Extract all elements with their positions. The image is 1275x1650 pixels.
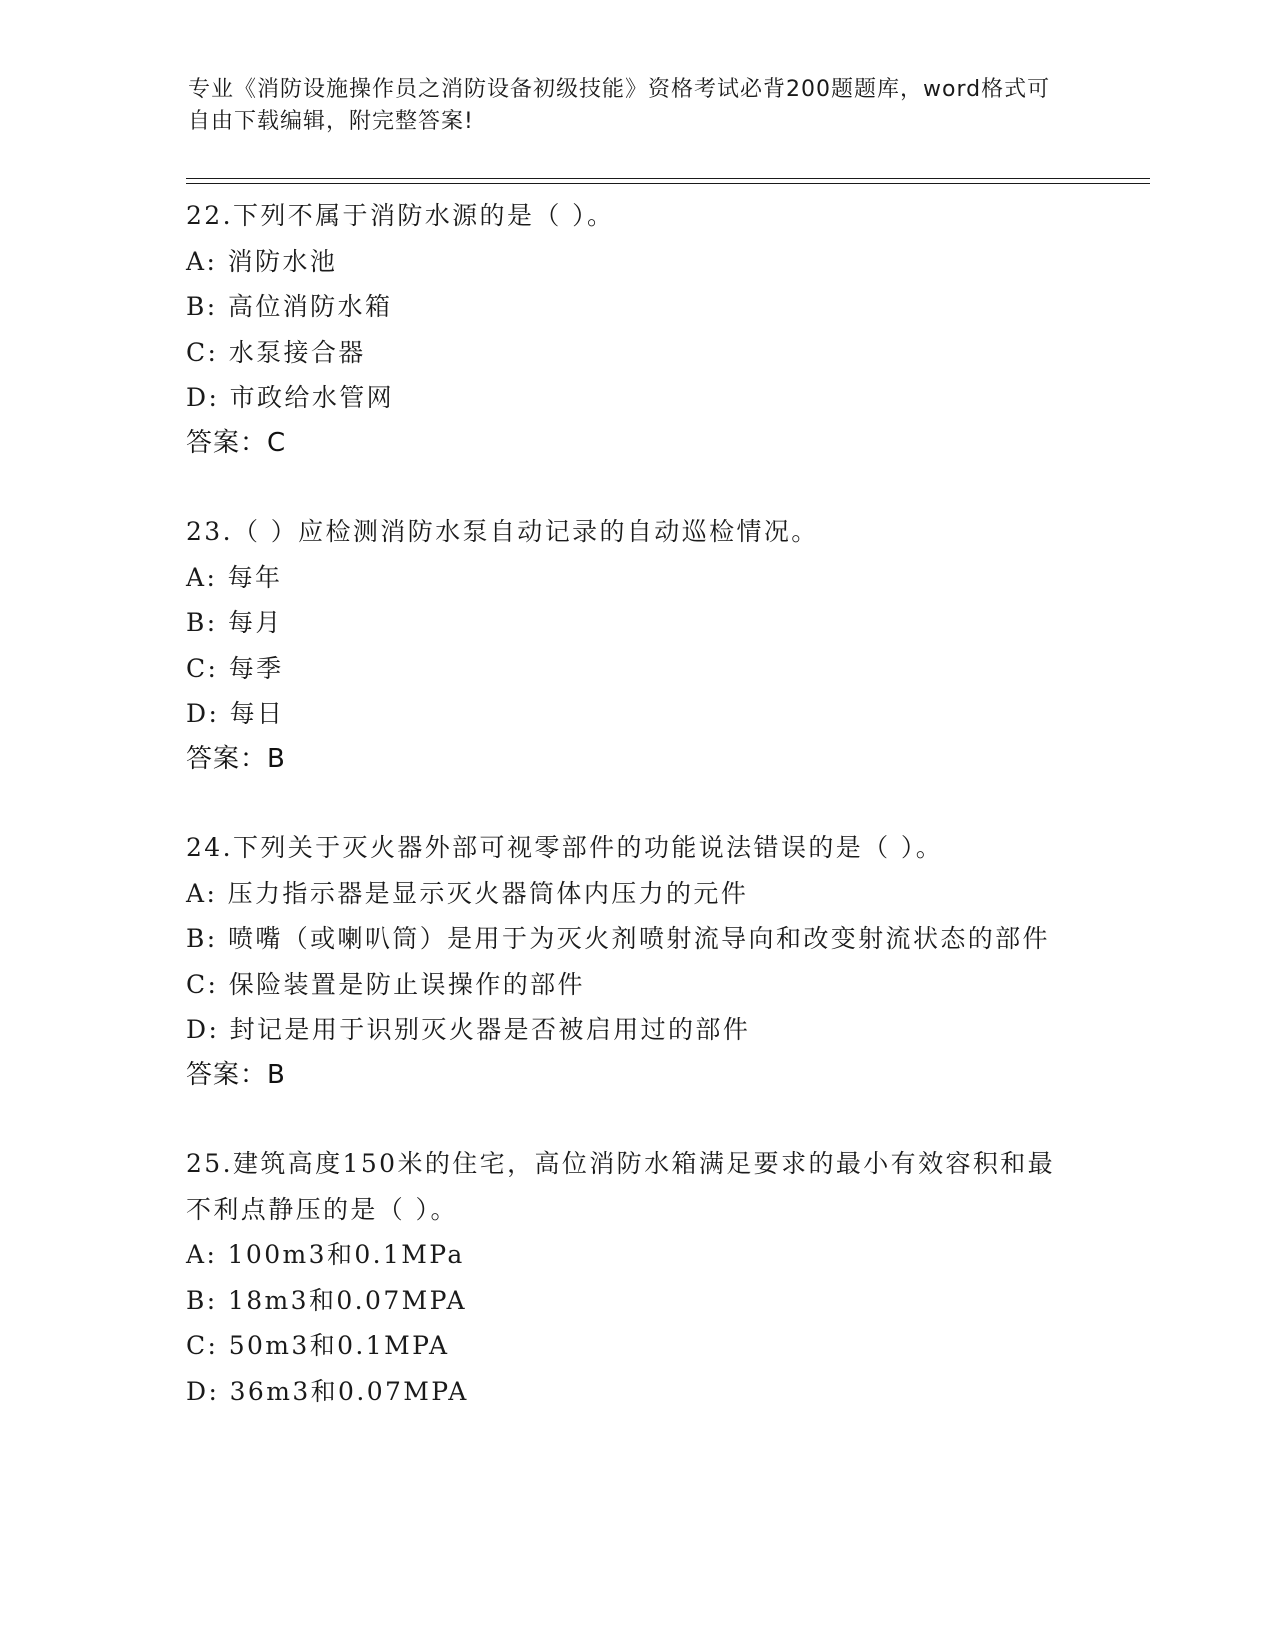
answer-line: 答案：B [186,1059,286,1090]
question-stem: 23.（ ）应检测消防水泵自动记录的自动巡检情况。 [186,517,819,546]
header-rule-top [186,178,1150,179]
option-c: C: 50m3和0.1MPA [186,1331,450,1360]
answer-line: 答案：C [186,427,287,458]
document-header: 专业《消防设施操作员之消防设备初级技能》资格考试必背200题题库，word格式可自由下载编辑，附完整答案! [188,77,1051,134]
option-c: C: 保险装置是防止误操作的部件 [186,969,585,999]
question-list [186,193,1076,1457]
option-a: A: 压力指示器是显示灭火器筒体内压力的元件 [186,878,749,908]
option-c: C: 水泵接合器 [186,337,366,367]
option-d: D: 封记是用于识别灭火器是否被启用过的部件 [186,1015,751,1044]
option-d: D: 市政给水管网 [186,383,395,412]
option-b: B: 每月 [186,608,283,637]
option-a: A: 100m3和0.1MPa [186,1240,465,1269]
option-a: A: 每年 [186,562,283,592]
question-stem: 25.建筑高度150米的住宅，高位消防水箱满足要求的最小有效容积和最不利点静压的是（ ）。 [186,1149,1056,1224]
option-a: A: 消防水池 [186,246,338,276]
question-stem: 24.下列关于灭火器外部可视零部件的功能说法错误的是（ ）。 [186,833,944,862]
answer-line: 答案：B [186,743,286,774]
option-c: C: 每季 [186,653,284,683]
question-22 [186,193,1076,466]
option-d: D: 36m3和0.07MPA [186,1376,469,1406]
question-stem: 22.下列不属于消防水源的是（ ）。 [186,201,615,230]
option-b: B: 喷嘴（或喇叭筒）是用于为灭火剂喷射流导向和改变射流状态的部件 [186,924,1050,953]
question-25 [186,1141,1076,1414]
question-24 [186,825,1076,1098]
option-b: B: 高位消防水箱 [186,292,393,321]
option-d: D: 每日 [186,699,285,728]
option-b: B: 18m3和0.07MPA [186,1285,468,1315]
question-23 [186,509,1076,782]
header-rule-bottom [186,183,1150,184]
